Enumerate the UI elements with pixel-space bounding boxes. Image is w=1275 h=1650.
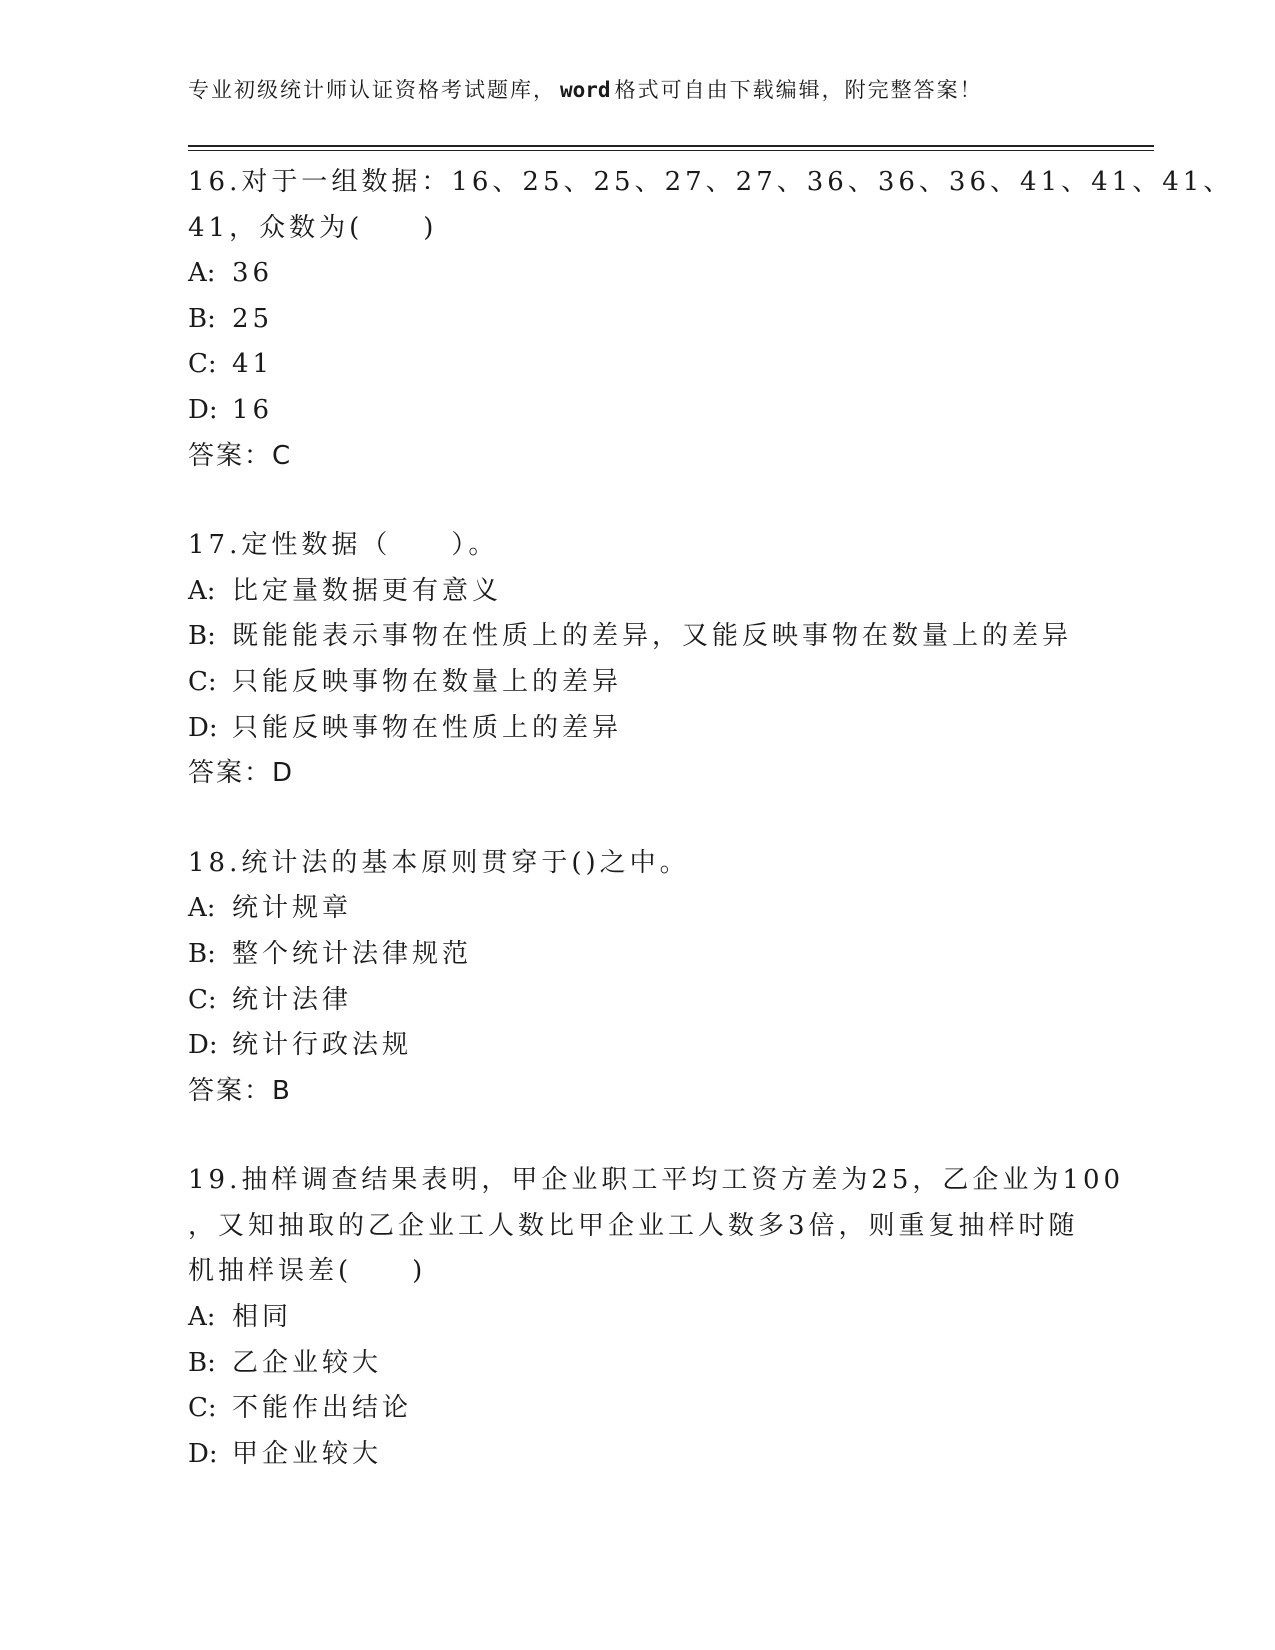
option-text: 统计规章 xyxy=(232,893,353,924)
option-text: 比定量数据更有意义 xyxy=(232,575,503,606)
option-c xyxy=(188,660,1088,706)
option-a xyxy=(188,251,1088,297)
option-key: D: xyxy=(188,712,218,743)
option-text: 只能反映事物在性质上的差异 xyxy=(232,712,623,743)
option-key: C: xyxy=(188,666,217,697)
question-text-line: 41，众数为( ) xyxy=(188,212,438,243)
option-b xyxy=(188,1341,1088,1387)
question-17 xyxy=(188,523,1088,797)
option-key: D: xyxy=(188,1438,218,1469)
option-text: 统计法律 xyxy=(232,984,353,1015)
page-header xyxy=(188,74,983,104)
option-key: B: xyxy=(188,621,216,652)
question-text-line: 18.统计法的基本原则贯穿于()之中。 xyxy=(188,847,690,878)
option-b xyxy=(188,932,1088,978)
option-a xyxy=(188,886,1088,932)
option-text: 只能反映事物在数量上的差异 xyxy=(232,666,623,697)
option-c xyxy=(188,1386,1088,1432)
question-text-line: 17.定性数据（ ）。 xyxy=(188,530,499,561)
option-text: 相同 xyxy=(232,1302,293,1333)
option-text: 不能作出结论 xyxy=(232,1393,413,1424)
question-text-line: 16.对于一组数据：16、25、25、27、27、36、36、36、41、41、41、 xyxy=(188,167,1234,197)
option-key: C: xyxy=(188,984,217,1015)
option-key: A: xyxy=(188,893,216,924)
option-c xyxy=(188,342,1088,388)
option-text: 统计行政法规 xyxy=(232,1030,413,1061)
question-text-line: 19.抽样调查结果表明，甲企业职工平均工资方差为25，乙企业为100 xyxy=(188,1165,1125,1196)
question-18 xyxy=(188,841,1088,1115)
option-text: 16 xyxy=(232,394,274,425)
option-key: C: xyxy=(188,349,217,380)
option-d xyxy=(188,1023,1088,1069)
option-key: B: xyxy=(188,303,216,334)
header-word-text: word xyxy=(560,78,611,102)
header-rule-thin xyxy=(188,150,1154,151)
option-text: 甲企业较大 xyxy=(232,1438,383,1469)
question-19 xyxy=(188,1158,1125,1477)
option-key: A: xyxy=(188,575,216,606)
answer-text: 答案：D xyxy=(188,758,295,789)
option-text: 整个统计法律规范 xyxy=(232,938,473,969)
option-key: C: xyxy=(188,1393,217,1424)
answer-text: 答案：B xyxy=(188,1075,292,1106)
option-key: B: xyxy=(188,1347,216,1378)
option-text: 25 xyxy=(232,303,274,334)
option-key: D: xyxy=(188,394,218,425)
option-d xyxy=(188,1432,1088,1478)
option-c xyxy=(188,978,1088,1024)
option-key: D: xyxy=(188,1030,218,1061)
option-d xyxy=(188,706,1088,752)
option-a xyxy=(188,569,1088,615)
option-text: 既能能表示事物在性质上的差异，又能反映事物在数量上的差异 xyxy=(232,621,1073,652)
option-key: A: xyxy=(188,1302,216,1333)
option-text: 乙企业较大 xyxy=(232,1347,383,1378)
option-d xyxy=(188,388,1088,434)
option-b xyxy=(188,297,1088,343)
question-16 xyxy=(188,160,1234,479)
option-text: 41 xyxy=(232,349,274,380)
header-rule-thick xyxy=(188,145,1154,147)
option-text: 36 xyxy=(232,258,274,289)
option-key: B: xyxy=(188,938,216,969)
question-text-line: ，又知抽取的乙企业工人数比甲企业工人数多3倍，则重复抽样时随 xyxy=(188,1210,1079,1241)
question-list xyxy=(188,160,1234,1521)
option-a xyxy=(188,1295,1088,1341)
header-text-after: 格式可自由下载编辑，附完整答案！ xyxy=(614,78,983,102)
option-key: A: xyxy=(188,258,216,289)
header-text-before: 专业初级统计师认证资格考试题库， xyxy=(188,78,556,102)
option-b xyxy=(188,614,1088,660)
answer-text: 答案：C xyxy=(188,440,293,471)
question-text-line: 机抽样误差( ) xyxy=(188,1256,427,1287)
